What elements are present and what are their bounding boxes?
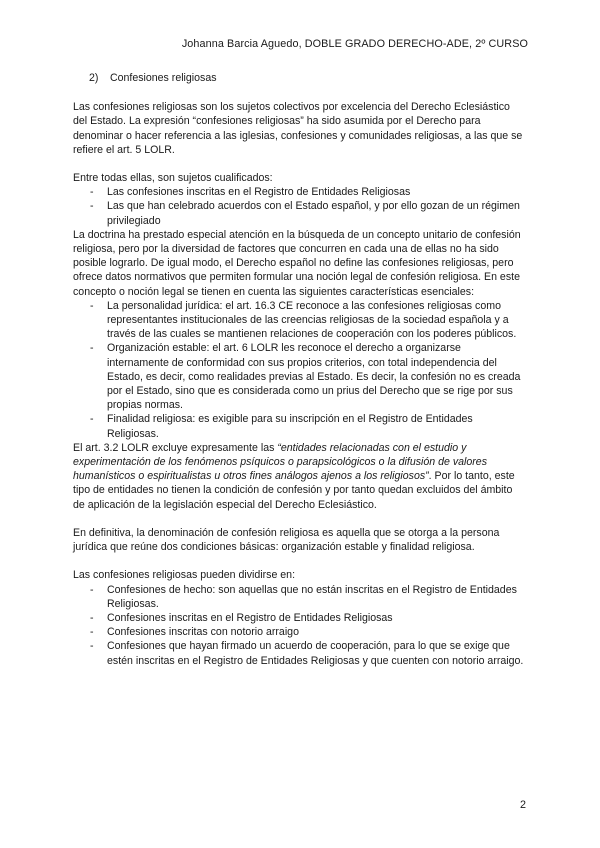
section-title: Confesiones religiosas [109, 72, 217, 84]
list-item: - La personalidad jurídica: el art. 16.3 CE reconoce a las confesiones religiosas como representantes institucionales de las creencias religiosas de la sociedad española y a través de las cuales se mantienen relaciones de cooperación con los poderes públicos. [73, 299, 525, 342]
paragraph-doctrina: La doctrina ha prestado especial atención en la búsqueda de un concepto unitario de confesión religiosa, pero por la diversidad de factores que concurren en cada una de ellas no ha sido posible lograrlo. De igual modo, el Derecho español no define las confesiones religiosas, pero ofrece datos normativos que permiten formular una noción legal de confesión religiosa. En este concepto o noción legal se tienen en cuenta las siguientes características esenciales: [73, 228, 521, 298]
page-content [73, 71, 525, 668]
paragraph-cualificados-intro: Entre todas ellas, son sujetos cualificados: [73, 172, 273, 185]
list-item: - Organización estable: el art. 6 LOLR les reconoce el derecho a organizarse internamente de conformidad con sus propios criterios, con total independencia del Estado, es decir, como realidades previas al Estado. Es decir, la confesión no es creada por el Estado, sino que es considerada como un prius del Derecho que se rige por sus propias normas. [73, 341, 525, 412]
art-3-2-text: El art. 3.2 LOLR excluye expresamente las [73, 441, 278, 454]
list-item: - Confesiones inscritas con notorio arraigo [73, 625, 525, 639]
page-number: 2 [519, 799, 526, 811]
list-item: - Confesiones que hayan firmado un acuerdo de cooperación, para lo que se exige que estén inscritas en el Registro de Entidades Religiosas y que cuenten con notorio arraigo. [73, 639, 525, 667]
list-cualificados [73, 185, 525, 228]
art-3-2-conclusion: . Por lo tanto, este tipo de entidades no tienen la condición de confesión y por tanto quedan excluidos del ámbito de aplicación de la legislación especial del Derecho Eclesiástico. [73, 470, 515, 511]
section-number: 2) [89, 72, 99, 84]
paragraph-art-3-2 [73, 441, 525, 512]
list-item: - Confesiones de hecho: son aquellas que no están inscritas en el Registro de Entidades Religiosas. [73, 583, 525, 611]
list-caracteristicas [73, 299, 525, 441]
art-3-2-quote: “entidades relacionadas con el estudio y experimentación de los fenómenos psíquicos o parapsicológicos o la difusión de valores humanísticos o espiritualistas u otros fines análogos ajenos a los religiosos” [73, 441, 487, 483]
page-header: Johanna Barcia Aguedo, DOBLE GRADO DERECHO-ADE, 2º CURSO [181, 38, 528, 50]
list-tipos [73, 583, 525, 668]
list-item: - Las que han celebrado acuerdos con el Estado español, y por ello gozan de un régimen privilegiado [73, 199, 525, 227]
paragraph-definicion-final: En definitiva, la denominación de confesión religiosa es aquella que se otorga a la persona jurídica que reúne dos condiciones básicas: organización estable y finalidad religiosa. [73, 526, 500, 554]
list-item: - Confesiones inscritas en el Registro de Entidades Religiosas [73, 611, 525, 625]
paragraph-definition: Las confesiones religiosas son los sujetos colectivos por excelencia del Derecho Eclesiástico del Estado. La expresión “confesiones religiosas” ha sido asumida por el Derecho para denominar o hacer referencia a las iglesias, confesiones y comunidades religiosas, a las que se refiere el art. 5 LOLR. [73, 101, 523, 156]
section-heading [89, 71, 525, 85]
list-item: - Finalidad religiosa: es exigible para su inscripción en el Registro de Entidades Religiosas. [73, 412, 525, 440]
list-item: - Las confesiones inscritas en el Registro de Entidades Religiosas [73, 185, 525, 199]
paragraph-tipos-intro: Las confesiones religiosas pueden dividirse en: [73, 569, 296, 582]
